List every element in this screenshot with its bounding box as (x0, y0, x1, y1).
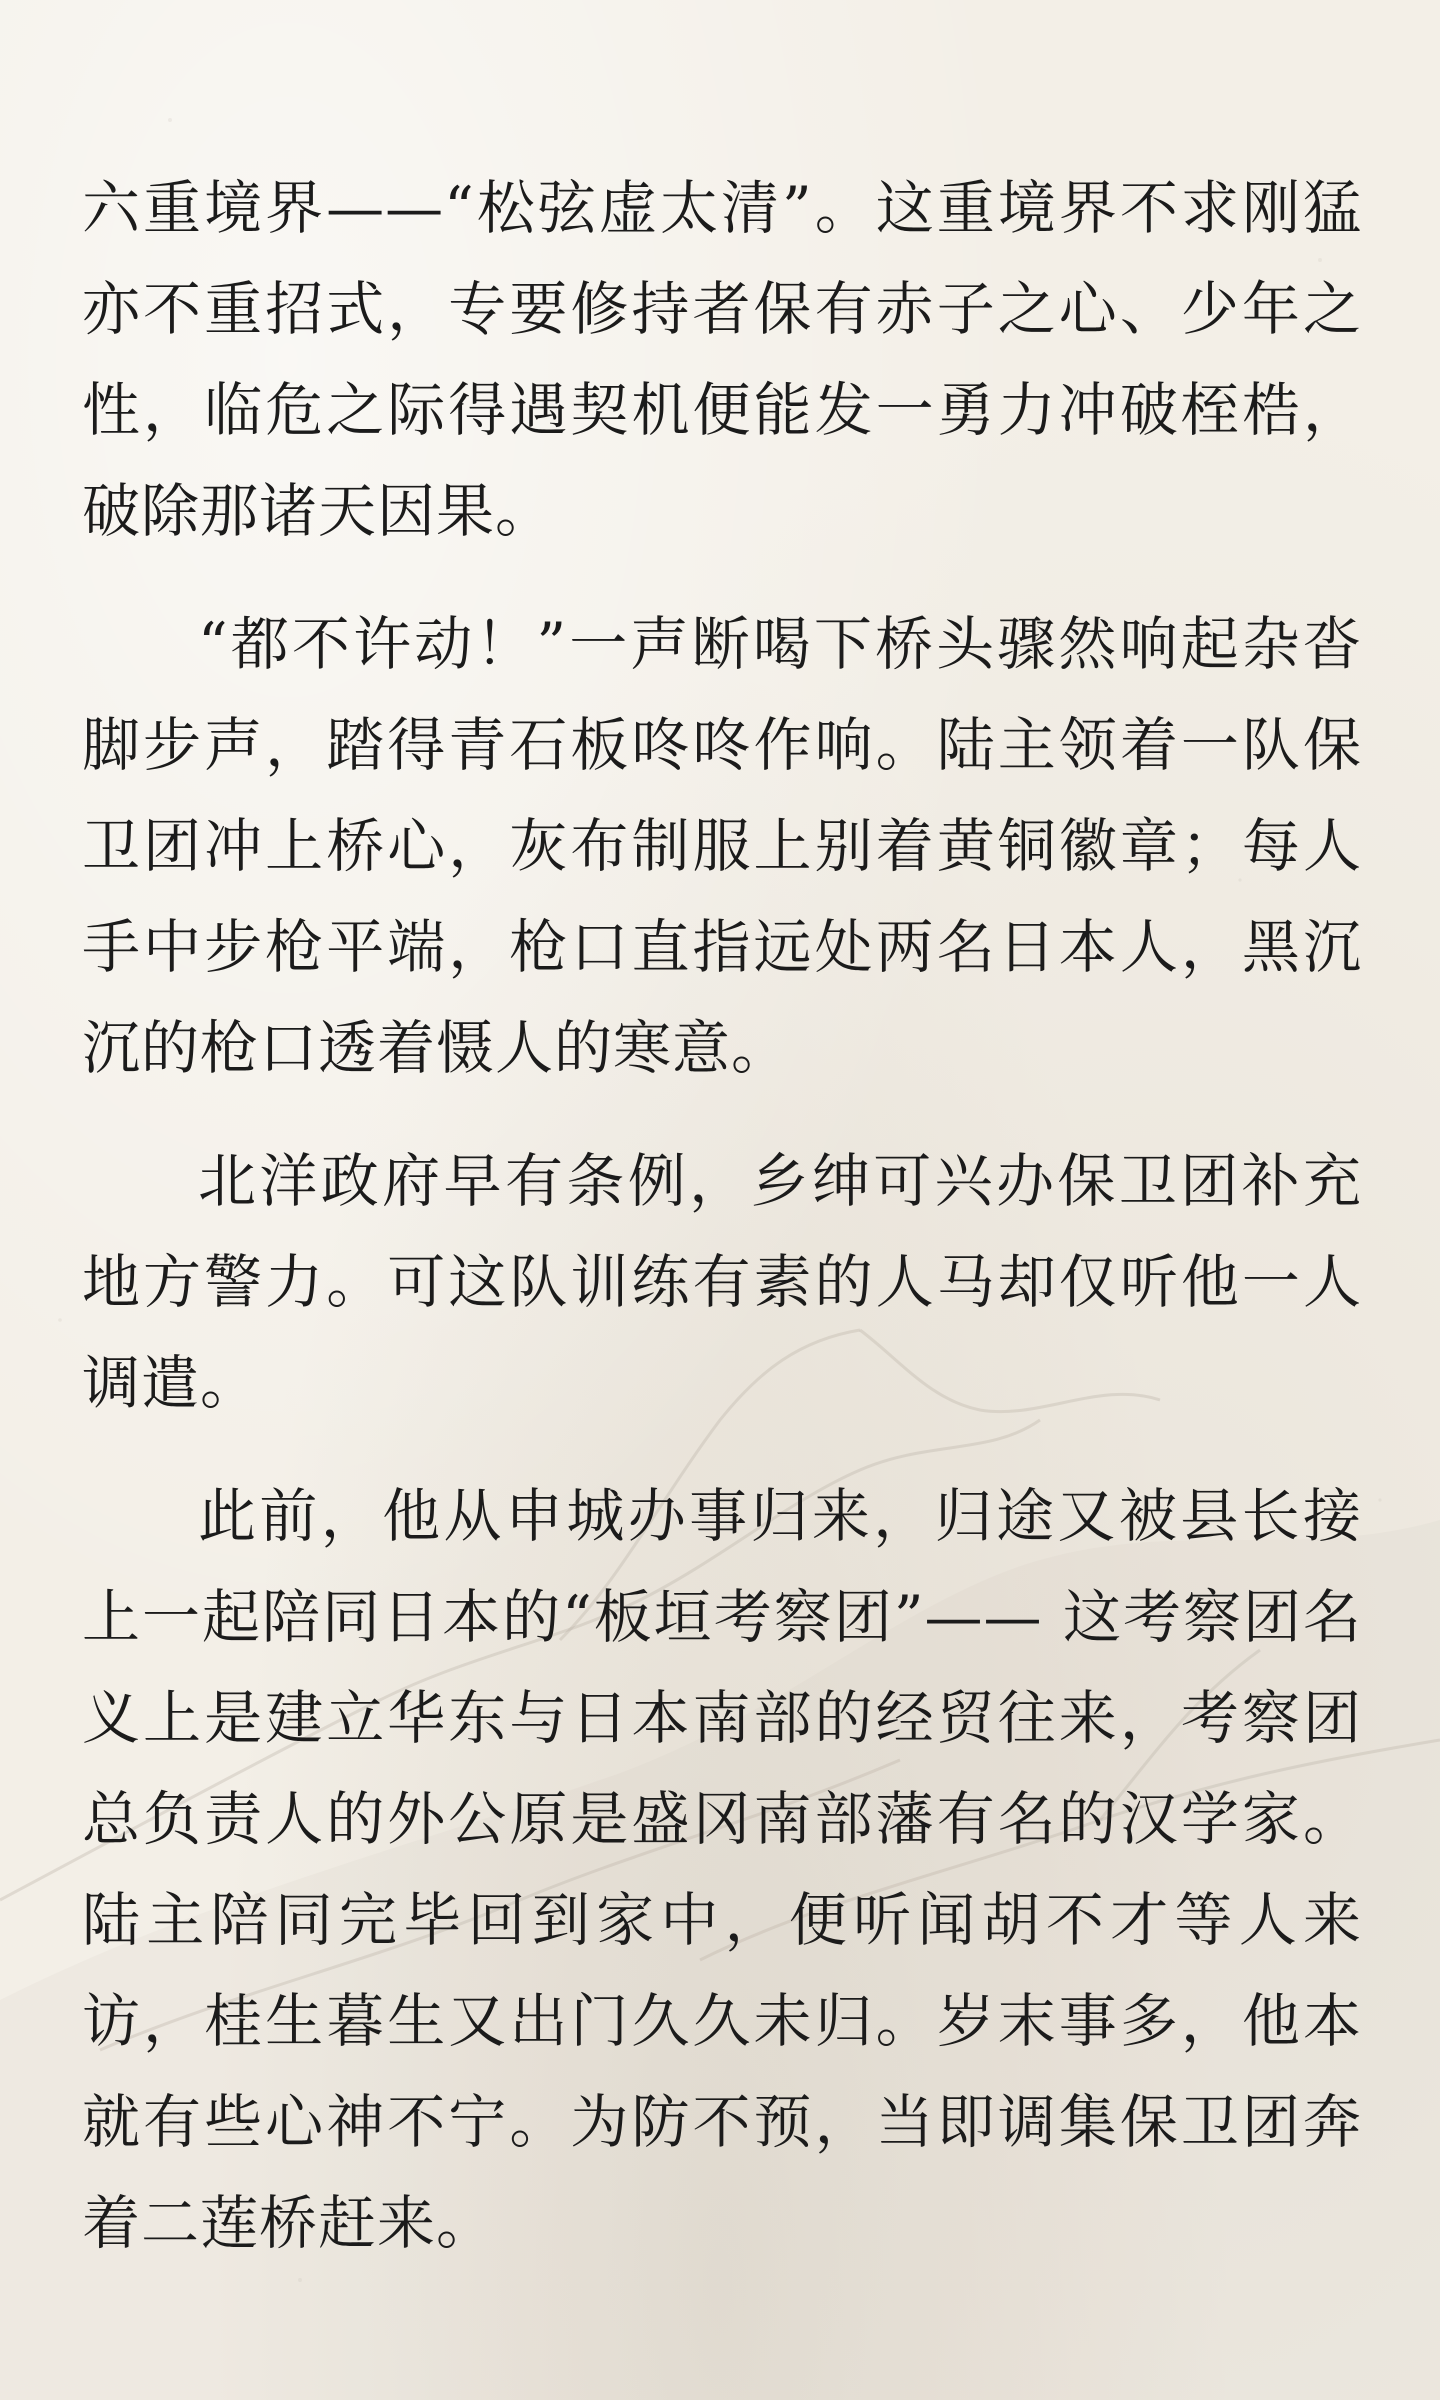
paragraph: 六重境界——“松弦虚太清”。这重境界不求刚猛亦不重招式，专要修持者保有赤子之心、少年之性，临危之际得遇契机便能发一勇力冲破桎梏，破除那诸天因果。 (82, 174, 1362, 545)
paragraph: 北洋政府早有条例，乡绅可兴办保卫团补充地方警力。可这队训练有素的人马却仅听他一人调遣。 (82, 1147, 1362, 1417)
article-body (82, 158, 1362, 2306)
paragraph: 此前，他从申城办事归来，归途又被县长接上一起陪同日本的“板垣考察团”—— 这考察团名义上是建立华东与日本南部的经贸往来，考察团总负责人的外公原是盛冈南部藩有名的汉学家。陆主陪同完毕回到家中，便听闻胡不才等人来访，桂生暮生又出门久久未归。岁末事多，他本就有些心神不宁。为防不预，当即调集保卫团奔着二莲桥赶来。 (82, 1482, 1362, 2257)
paragraph: “都不许动！”一声断喝下桥头骤然响起杂沓脚步声，踏得青石板咚咚作响。陆主领着一队保卫团冲上桥心，灰布制服上别着黄铜徽章；每人手中步枪平端，枪口直指远处两名日本人，黑沉沉的枪口透着慑人的寒意。 (82, 610, 1362, 1082)
